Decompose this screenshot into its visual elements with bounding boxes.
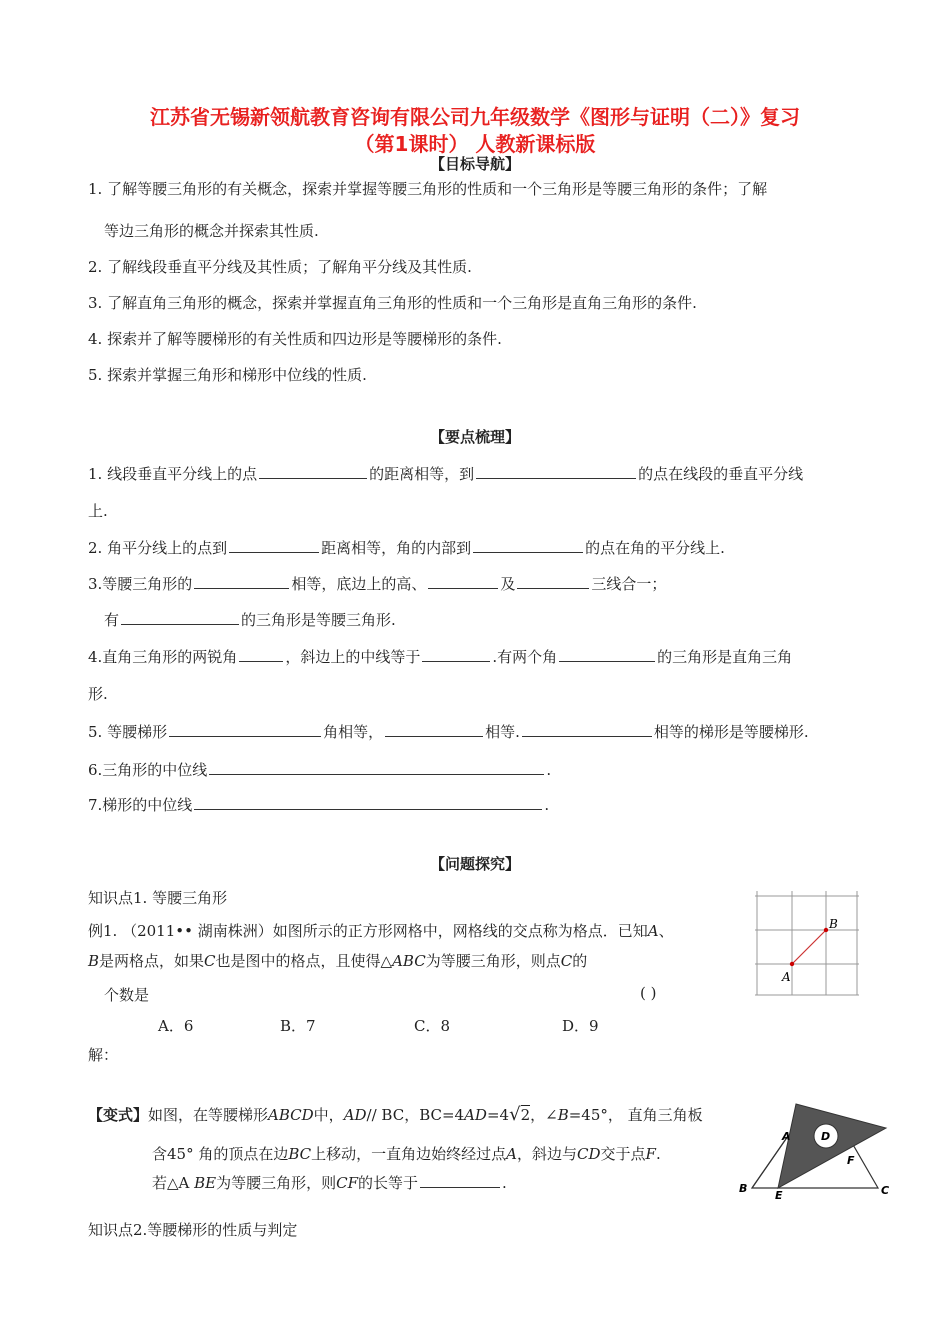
grid-figure [752, 888, 862, 998]
text: A [647, 922, 659, 940]
fill-blank[interactable] [420, 1173, 500, 1188]
review-item-1 [88, 463, 803, 484]
text: AD [464, 1106, 487, 1124]
text: 三线合一； [591, 575, 667, 593]
point-a [790, 962, 794, 966]
text: A [506, 1145, 517, 1163]
trapezoid-figure [736, 1096, 896, 1201]
label-a: A [782, 970, 791, 984]
text: 例1. （2011•• 湖南株洲）如图所示的正方形网格中，网格线的交点称为格点．已知 [88, 922, 648, 940]
fill-blank[interactable] [422, 647, 490, 662]
text: 相等. [485, 723, 520, 741]
text: 是两格点，如果 [99, 952, 205, 970]
label-f: F [847, 1154, 855, 1167]
text: C [204, 952, 216, 970]
text: . [502, 1174, 507, 1192]
goal-item: 2. 了解线段垂直平分线及其性质；了解角平分线及其性质. [88, 258, 472, 276]
goal-item: 5. 探索并掌握三角形和梯形中位线的性质. [88, 366, 367, 384]
label-b: B [739, 1182, 748, 1195]
goal-item: 1. 了解等腰三角形的有关概念，探索并掌握等腰三角形的性质和一个三角形是等腰三角形的条件；了解 [88, 180, 768, 198]
option-c[interactable]: C．8 [414, 1017, 451, 1035]
text: 3.等腰三角形的 [88, 575, 193, 593]
text: BE [194, 1174, 217, 1192]
review-item-6 [88, 759, 551, 780]
text: ，斜边与 [517, 1145, 578, 1163]
sqrt-symbol: √2 [509, 1104, 531, 1125]
fill-blank[interactable] [194, 795, 542, 810]
text: B [88, 952, 100, 970]
variation-line2 [152, 1143, 661, 1164]
label-d: D [821, 1130, 831, 1143]
text: . [544, 796, 550, 814]
label-e: E [775, 1189, 783, 1201]
text: ABCD [268, 1106, 314, 1124]
text: 交于点 [600, 1145, 646, 1163]
text: =4 [486, 1106, 510, 1124]
sqrt-radicand: 2 [520, 1106, 531, 1124]
text: 、 [658, 922, 674, 940]
text: 4.直角三角形的两锐角 [88, 648, 238, 666]
text: 1. 线段垂直平分线上的点 [88, 465, 258, 483]
text: 及 [500, 575, 516, 593]
text: 5. 等腰梯形 [88, 723, 168, 741]
text: . [546, 761, 552, 779]
text: 角相等， [323, 723, 384, 741]
review-item-1-cont: 上. [88, 502, 108, 520]
text: . [655, 1145, 661, 1163]
text: 为等腰三角形，则点 [425, 952, 561, 970]
text: CD [577, 1145, 601, 1163]
fill-blank[interactable] [121, 610, 239, 625]
fill-blank[interactable] [259, 464, 367, 479]
fill-blank[interactable] [517, 574, 589, 589]
text: F [645, 1145, 656, 1163]
label-c: C [881, 1184, 890, 1197]
example-1-line2 [88, 950, 587, 971]
option-b[interactable]: B．7 [280, 1017, 316, 1035]
solve-label: 解： [88, 1046, 119, 1064]
document-title-line1: 江苏省无锡新领航教育咨询有限公司九年级数学《图形与证明（二）》复习 [150, 105, 800, 129]
text: ，斜边上的中线等于 [285, 648, 421, 666]
fill-blank[interactable] [385, 722, 483, 737]
review-item-3 [88, 573, 666, 594]
text: 6.三角形的中位线 [88, 761, 208, 779]
fill-blank[interactable] [194, 574, 289, 589]
text: 也是图中的格点，且使得△ [215, 952, 393, 970]
text: 2. 角平分线上的点到 [88, 539, 228, 557]
review-heading: 【要点梳理】 [429, 428, 520, 446]
review-item-7 [88, 794, 549, 815]
fill-blank[interactable] [522, 722, 652, 737]
text: 的长等于 [358, 1174, 419, 1192]
text: // BC，BC=4 [366, 1106, 465, 1124]
fill-blank[interactable] [428, 574, 498, 589]
fill-blank[interactable] [473, 538, 583, 553]
text: 如图，在等腰梯形 [148, 1106, 269, 1124]
review-item-4 [88, 646, 792, 667]
text: 若△A [152, 1174, 195, 1192]
fill-blank[interactable] [229, 538, 319, 553]
example-1-line3: 个数是 [104, 986, 150, 1004]
text: 的 [572, 952, 588, 970]
text: C [560, 952, 573, 970]
text: B [557, 1106, 569, 1124]
text: =45°， 直角三角板 [568, 1106, 703, 1124]
label-b: B [829, 917, 838, 931]
text: CF [336, 1174, 359, 1192]
review-item-5 [88, 721, 809, 742]
review-item-3-cont [104, 609, 396, 630]
fill-blank[interactable] [169, 722, 321, 737]
text: 的三角形是等腰三角形. [241, 611, 396, 629]
segment-ab [792, 930, 826, 964]
text: AD [343, 1106, 367, 1124]
text: 上移动，一直角边始终经过点 [311, 1145, 507, 1163]
text: 中， [313, 1106, 344, 1124]
text: ABC [392, 952, 426, 970]
goal-item: 4. 探索并了解等腰梯形的有关性质和四边形是等腰梯形的条件. [88, 330, 502, 348]
text: 相等的梯形是等腰梯形. [653, 723, 809, 741]
text: 为等腰三角形，则 [216, 1174, 337, 1192]
document-title-line2: （第1课时） 人教新课标版 [354, 132, 596, 156]
grid-lines [755, 891, 859, 995]
text: 的点在角的平分线上. [585, 539, 725, 557]
option-d[interactable]: D．9 [562, 1017, 599, 1035]
text: 有 [104, 611, 120, 629]
goals-heading: 【目标导航】 [429, 155, 520, 173]
goal-item: 等边三角形的概念并探索其性质. [104, 222, 319, 240]
text: 距离相等，角的内部到 [321, 539, 472, 557]
text: .有两个角 [492, 648, 558, 666]
example-1-line1 [88, 920, 674, 941]
fill-blank[interactable] [239, 647, 283, 662]
text: 7.梯形的中位线 [88, 796, 193, 814]
goal-item: 3. 了解直角三角形的概念，探索并掌握直角三角形的性质和一个三角形是直角三角形的条件. [88, 294, 697, 312]
review-item-4-cont: 形. [88, 685, 108, 703]
fill-blank[interactable] [209, 760, 544, 775]
review-item-2 [88, 537, 725, 558]
variation-tag: 【变式】 [88, 1106, 149, 1124]
text: BC [288, 1145, 312, 1163]
fill-blank[interactable] [476, 464, 636, 479]
text: 相等，底边上的高、 [291, 575, 427, 593]
fill-blank[interactable] [559, 647, 655, 662]
text: 含45° 角的顶点在边 [152, 1145, 289, 1163]
variation-line3 [152, 1172, 507, 1193]
answer-paren[interactable]: ( ) [640, 984, 657, 1002]
label-a: A [782, 1130, 791, 1143]
text: 的三角形是直角三角 [657, 648, 793, 666]
text: 的点在线段的垂直平分线 [638, 465, 804, 483]
text: 的距离相等，到 [369, 465, 475, 483]
option-a[interactable]: A．6 [158, 1017, 194, 1035]
knowledge-point-2: 知识点2.等腰梯形的性质与判定 [88, 1221, 298, 1239]
variation-line1 [88, 1104, 703, 1125]
text: ，∠ [530, 1106, 558, 1124]
explore-heading: 【问题探究】 [429, 855, 520, 873]
knowledge-point-1: 知识点1. 等腰三角形 [88, 889, 228, 907]
point-b [824, 928, 828, 932]
